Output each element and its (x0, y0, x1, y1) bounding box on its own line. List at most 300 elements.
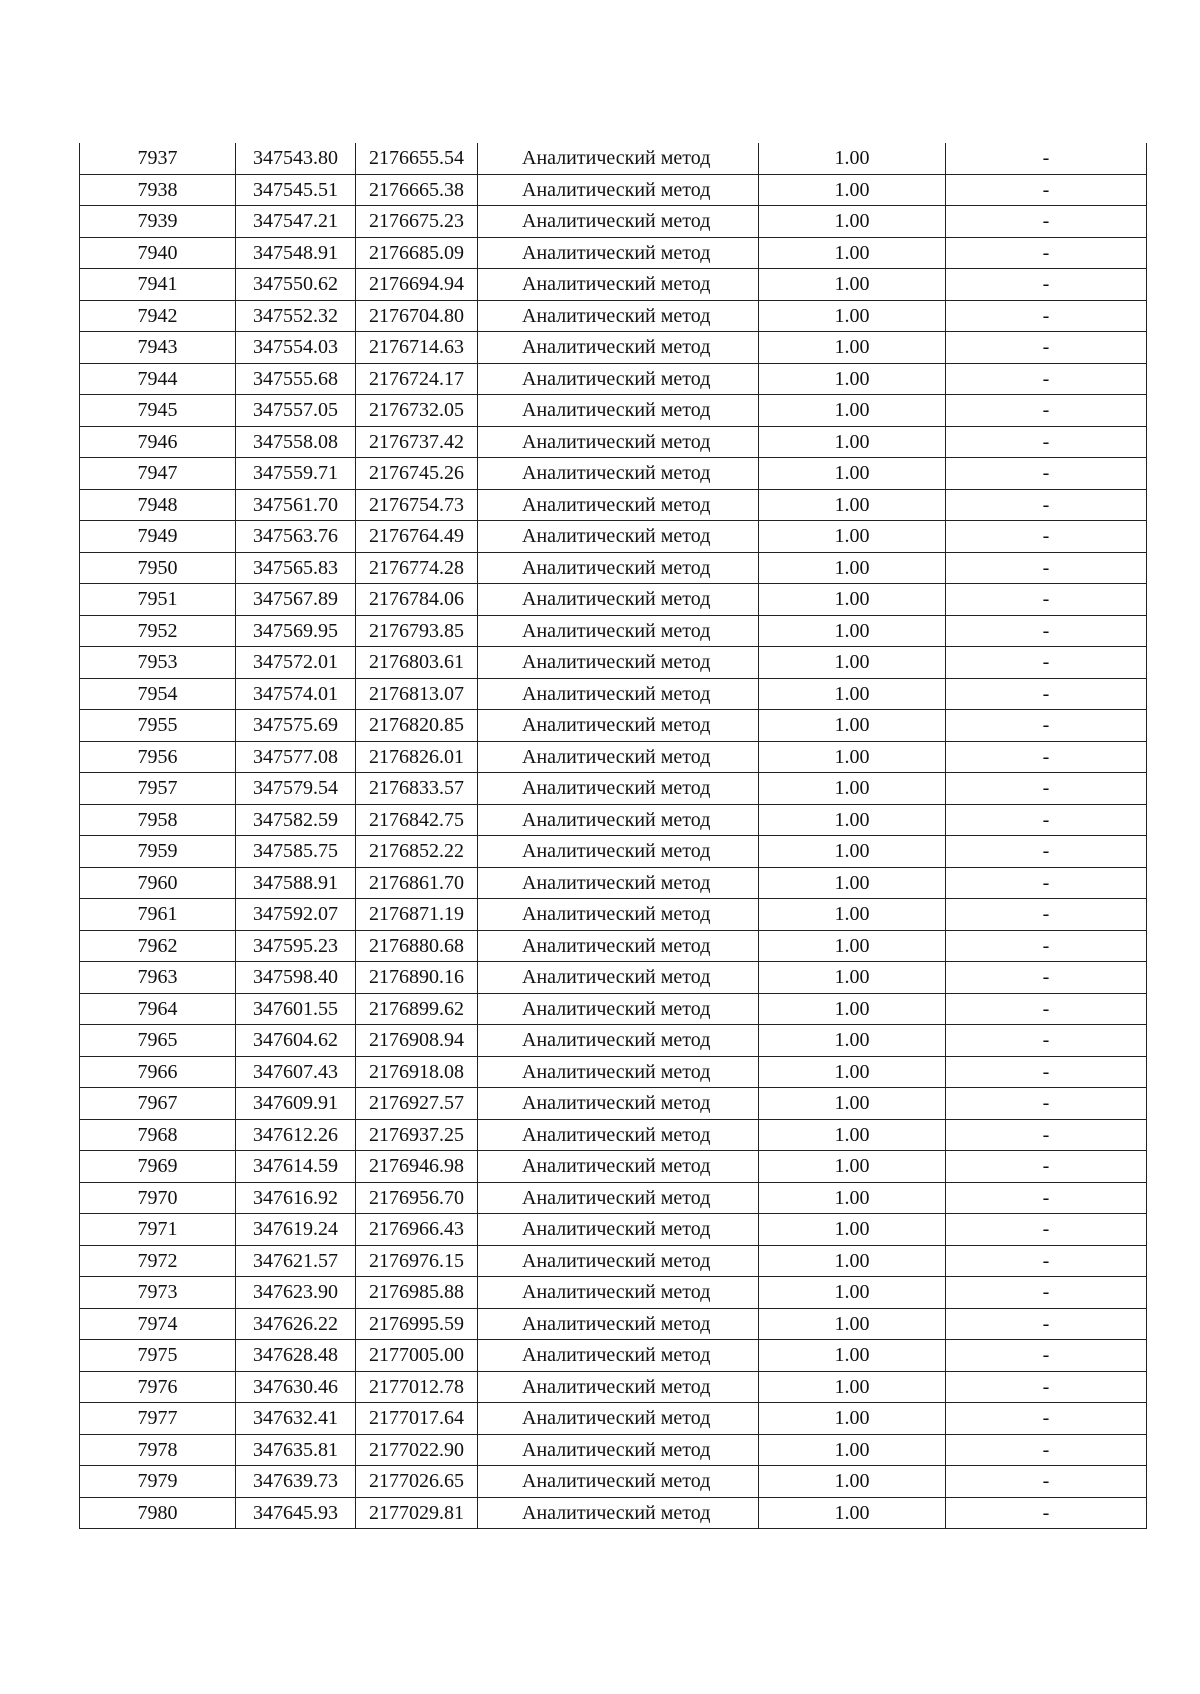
precision-cell: 1.00 (759, 1214, 946, 1246)
precision-cell: 1.00 (759, 426, 946, 458)
y-coordinate-cell: 2176675.23 (356, 206, 478, 238)
table-row (80, 1277, 1147, 1309)
note-cell: - (946, 395, 1147, 427)
x-coordinate-cell: 347567.89 (236, 584, 356, 616)
point-number-cell: 7943 (80, 332, 236, 364)
point-number-cell: 7979 (80, 1466, 236, 1498)
point-number-cell: 7965 (80, 1025, 236, 1057)
method-cell: Аналитический метод (478, 174, 759, 206)
note-cell: - (946, 300, 1147, 332)
note-cell: - (946, 804, 1147, 836)
y-coordinate-cell: 2176946.98 (356, 1151, 478, 1183)
table-row (80, 741, 1147, 773)
y-coordinate-cell: 2176655.54 (356, 143, 478, 174)
method-cell: Аналитический метод (478, 489, 759, 521)
x-coordinate-cell: 347572.01 (236, 647, 356, 679)
note-cell: - (946, 836, 1147, 868)
table-row (80, 489, 1147, 521)
method-cell: Аналитический метод (478, 741, 759, 773)
point-number-cell: 7941 (80, 269, 236, 301)
method-cell: Аналитический метод (478, 1119, 759, 1151)
point-number-cell: 7975 (80, 1340, 236, 1372)
precision-cell: 1.00 (759, 930, 946, 962)
note-cell: - (946, 584, 1147, 616)
y-coordinate-cell: 2176995.59 (356, 1308, 478, 1340)
y-coordinate-cell: 2176694.94 (356, 269, 478, 301)
table-row (80, 930, 1147, 962)
precision-cell: 1.00 (759, 710, 946, 742)
precision-cell: 1.00 (759, 1277, 946, 1309)
note-cell: - (946, 710, 1147, 742)
method-cell: Аналитический метод (478, 395, 759, 427)
point-number-cell: 7960 (80, 867, 236, 899)
method-cell: Аналитический метод (478, 552, 759, 584)
note-cell: - (946, 426, 1147, 458)
table-row (80, 1308, 1147, 1340)
precision-cell: 1.00 (759, 867, 946, 899)
table-row (80, 1403, 1147, 1435)
note-cell: - (946, 867, 1147, 899)
precision-cell: 1.00 (759, 1434, 946, 1466)
table-row (80, 899, 1147, 931)
table-row (80, 174, 1147, 206)
method-cell: Аналитический метод (478, 143, 759, 174)
method-cell: Аналитический метод (478, 363, 759, 395)
point-number-cell: 7976 (80, 1371, 236, 1403)
note-cell: - (946, 1119, 1147, 1151)
precision-cell: 1.00 (759, 1340, 946, 1372)
method-cell: Аналитический метод (478, 1308, 759, 1340)
method-cell: Аналитический метод (478, 1182, 759, 1214)
precision-cell: 1.00 (759, 615, 946, 647)
table-row (80, 206, 1147, 238)
note-cell: - (946, 237, 1147, 269)
point-number-cell: 7951 (80, 584, 236, 616)
precision-cell: 1.00 (759, 962, 946, 994)
y-coordinate-cell: 2176976.15 (356, 1245, 478, 1277)
point-number-cell: 7958 (80, 804, 236, 836)
method-cell: Аналитический метод (478, 1245, 759, 1277)
note-cell: - (946, 1403, 1147, 1435)
method-cell: Аналитический метод (478, 678, 759, 710)
method-cell: Аналитический метод (478, 458, 759, 490)
table-row (80, 773, 1147, 805)
note-cell: - (946, 458, 1147, 490)
precision-cell: 1.00 (759, 741, 946, 773)
x-coordinate-cell: 347609.91 (236, 1088, 356, 1120)
y-coordinate-cell: 2176803.61 (356, 647, 478, 679)
x-coordinate-cell: 347628.48 (236, 1340, 356, 1372)
table-row (80, 237, 1147, 269)
method-cell: Аналитический метод (478, 804, 759, 836)
precision-cell: 1.00 (759, 237, 946, 269)
table-row (80, 1119, 1147, 1151)
method-cell: Аналитический метод (478, 1497, 759, 1529)
x-coordinate-cell: 347574.01 (236, 678, 356, 710)
point-number-cell: 7980 (80, 1497, 236, 1529)
point-number-cell: 7970 (80, 1182, 236, 1214)
table-row (80, 363, 1147, 395)
point-number-cell: 7961 (80, 899, 236, 931)
table-row (80, 678, 1147, 710)
precision-cell: 1.00 (759, 1056, 946, 1088)
y-coordinate-cell: 2176732.05 (356, 395, 478, 427)
y-coordinate-cell: 2176774.28 (356, 552, 478, 584)
method-cell: Аналитический метод (478, 1434, 759, 1466)
x-coordinate-cell: 347601.55 (236, 993, 356, 1025)
table-row (80, 332, 1147, 364)
note-cell: - (946, 1088, 1147, 1120)
note-cell: - (946, 773, 1147, 805)
table-row (80, 1466, 1147, 1498)
x-coordinate-cell: 347604.62 (236, 1025, 356, 1057)
y-coordinate-cell: 2176737.42 (356, 426, 478, 458)
table-row (80, 615, 1147, 647)
x-coordinate-cell: 347547.21 (236, 206, 356, 238)
precision-cell: 1.00 (759, 1151, 946, 1183)
x-coordinate-cell: 347598.40 (236, 962, 356, 994)
table-row (80, 962, 1147, 994)
method-cell: Аналитический метод (478, 426, 759, 458)
point-number-cell: 7964 (80, 993, 236, 1025)
note-cell: - (946, 206, 1147, 238)
table-row (80, 1340, 1147, 1372)
y-coordinate-cell: 2176793.85 (356, 615, 478, 647)
precision-cell: 1.00 (759, 584, 946, 616)
method-cell: Аналитический метод (478, 1056, 759, 1088)
y-coordinate-cell: 2176985.88 (356, 1277, 478, 1309)
y-coordinate-cell: 2176833.57 (356, 773, 478, 805)
y-coordinate-cell: 2177026.65 (356, 1466, 478, 1498)
y-coordinate-cell: 2176918.08 (356, 1056, 478, 1088)
point-number-cell: 7949 (80, 521, 236, 553)
method-cell: Аналитический метод (478, 962, 759, 994)
point-number-cell: 7959 (80, 836, 236, 868)
method-cell: Аналитический метод (478, 1371, 759, 1403)
table-row (80, 1245, 1147, 1277)
precision-cell: 1.00 (759, 1371, 946, 1403)
table-row (80, 143, 1147, 174)
y-coordinate-cell: 2176685.09 (356, 237, 478, 269)
y-coordinate-cell: 2176665.38 (356, 174, 478, 206)
x-coordinate-cell: 347592.07 (236, 899, 356, 931)
point-number-cell: 7977 (80, 1403, 236, 1435)
precision-cell: 1.00 (759, 1497, 946, 1529)
table-row (80, 1182, 1147, 1214)
y-coordinate-cell: 2176908.94 (356, 1025, 478, 1057)
precision-cell: 1.00 (759, 647, 946, 679)
table-row (80, 1088, 1147, 1120)
method-cell: Аналитический метод (478, 1277, 759, 1309)
point-number-cell: 7953 (80, 647, 236, 679)
x-coordinate-cell: 347559.71 (236, 458, 356, 490)
precision-cell: 1.00 (759, 521, 946, 553)
x-coordinate-cell: 347582.59 (236, 804, 356, 836)
y-coordinate-cell: 2176956.70 (356, 1182, 478, 1214)
y-coordinate-cell: 2176784.06 (356, 584, 478, 616)
point-number-cell: 7978 (80, 1434, 236, 1466)
x-coordinate-cell: 347548.91 (236, 237, 356, 269)
note-cell: - (946, 1340, 1147, 1372)
table-row (80, 804, 1147, 836)
precision-cell: 1.00 (759, 300, 946, 332)
y-coordinate-cell: 2177022.90 (356, 1434, 478, 1466)
note-cell: - (946, 647, 1147, 679)
point-number-cell: 7948 (80, 489, 236, 521)
precision-cell: 1.00 (759, 489, 946, 521)
precision-cell: 1.00 (759, 836, 946, 868)
point-number-cell: 7946 (80, 426, 236, 458)
precision-cell: 1.00 (759, 1088, 946, 1120)
method-cell: Аналитический метод (478, 773, 759, 805)
y-coordinate-cell: 2176704.80 (356, 300, 478, 332)
method-cell: Аналитический метод (478, 300, 759, 332)
point-number-cell: 7944 (80, 363, 236, 395)
point-number-cell: 7967 (80, 1088, 236, 1120)
table-row (80, 1434, 1147, 1466)
precision-cell: 1.00 (759, 269, 946, 301)
x-coordinate-cell: 347557.05 (236, 395, 356, 427)
method-cell: Аналитический метод (478, 710, 759, 742)
table-row (80, 647, 1147, 679)
precision-cell: 1.00 (759, 804, 946, 836)
method-cell: Аналитический метод (478, 584, 759, 616)
note-cell: - (946, 1497, 1147, 1529)
y-coordinate-cell: 2177017.64 (356, 1403, 478, 1435)
point-number-cell: 7963 (80, 962, 236, 994)
x-coordinate-cell: 347630.46 (236, 1371, 356, 1403)
table-row (80, 993, 1147, 1025)
x-coordinate-cell: 347635.81 (236, 1434, 356, 1466)
y-coordinate-cell: 2176745.26 (356, 458, 478, 490)
x-coordinate-cell: 347639.73 (236, 1466, 356, 1498)
x-coordinate-cell: 347543.80 (236, 143, 356, 174)
x-coordinate-cell: 347619.24 (236, 1214, 356, 1246)
point-number-cell: 7974 (80, 1308, 236, 1340)
note-cell: - (946, 269, 1147, 301)
precision-cell: 1.00 (759, 678, 946, 710)
point-number-cell: 7972 (80, 1245, 236, 1277)
method-cell: Аналитический метод (478, 1088, 759, 1120)
method-cell: Аналитический метод (478, 332, 759, 364)
note-cell: - (946, 1466, 1147, 1498)
note-cell: - (946, 552, 1147, 584)
coordinates-table-body (80, 143, 1147, 1529)
table-row (80, 1056, 1147, 1088)
note-cell: - (946, 930, 1147, 962)
precision-cell: 1.00 (759, 458, 946, 490)
table-row (80, 395, 1147, 427)
note-cell: - (946, 678, 1147, 710)
x-coordinate-cell: 347621.57 (236, 1245, 356, 1277)
precision-cell: 1.00 (759, 143, 946, 174)
precision-cell: 1.00 (759, 993, 946, 1025)
point-number-cell: 7938 (80, 174, 236, 206)
note-cell: - (946, 1025, 1147, 1057)
note-cell: - (946, 174, 1147, 206)
table-row (80, 426, 1147, 458)
method-cell: Аналитический метод (478, 899, 759, 931)
x-coordinate-cell: 347588.91 (236, 867, 356, 899)
precision-cell: 1.00 (759, 1403, 946, 1435)
y-coordinate-cell: 2176927.57 (356, 1088, 478, 1120)
precision-cell: 1.00 (759, 332, 946, 364)
point-number-cell: 7962 (80, 930, 236, 962)
x-coordinate-cell: 347575.69 (236, 710, 356, 742)
note-cell: - (946, 521, 1147, 553)
precision-cell: 1.00 (759, 174, 946, 206)
method-cell: Аналитический метод (478, 1403, 759, 1435)
method-cell: Аналитический метод (478, 269, 759, 301)
note-cell: - (946, 1056, 1147, 1088)
x-coordinate-cell: 347585.75 (236, 836, 356, 868)
x-coordinate-cell: 347645.93 (236, 1497, 356, 1529)
x-coordinate-cell: 347552.32 (236, 300, 356, 332)
method-cell: Аналитический метод (478, 993, 759, 1025)
note-cell: - (946, 1245, 1147, 1277)
y-coordinate-cell: 2176813.07 (356, 678, 478, 710)
note-cell: - (946, 993, 1147, 1025)
x-coordinate-cell: 347632.41 (236, 1403, 356, 1435)
coordinates-table (79, 143, 1147, 1529)
x-coordinate-cell: 347579.54 (236, 773, 356, 805)
y-coordinate-cell: 2176880.68 (356, 930, 478, 962)
y-coordinate-cell: 2176724.17 (356, 363, 478, 395)
x-coordinate-cell: 347565.83 (236, 552, 356, 584)
y-coordinate-cell: 2177012.78 (356, 1371, 478, 1403)
x-coordinate-cell: 347607.43 (236, 1056, 356, 1088)
y-coordinate-cell: 2176826.01 (356, 741, 478, 773)
note-cell: - (946, 741, 1147, 773)
precision-cell: 1.00 (759, 206, 946, 238)
method-cell: Аналитический метод (478, 836, 759, 868)
point-number-cell: 7952 (80, 615, 236, 647)
note-cell: - (946, 489, 1147, 521)
y-coordinate-cell: 2176852.22 (356, 836, 478, 868)
method-cell: Аналитический метод (478, 521, 759, 553)
table-row (80, 552, 1147, 584)
note-cell: - (946, 1277, 1147, 1309)
method-cell: Аналитический метод (478, 867, 759, 899)
precision-cell: 1.00 (759, 395, 946, 427)
method-cell: Аналитический метод (478, 1466, 759, 1498)
point-number-cell: 7940 (80, 237, 236, 269)
table-row (80, 1151, 1147, 1183)
note-cell: - (946, 1371, 1147, 1403)
table-row (80, 1025, 1147, 1057)
y-coordinate-cell: 2176842.75 (356, 804, 478, 836)
note-cell: - (946, 899, 1147, 931)
x-coordinate-cell: 347614.59 (236, 1151, 356, 1183)
precision-cell: 1.00 (759, 1308, 946, 1340)
point-number-cell: 7954 (80, 678, 236, 710)
precision-cell: 1.00 (759, 363, 946, 395)
x-coordinate-cell: 347563.76 (236, 521, 356, 553)
point-number-cell: 7957 (80, 773, 236, 805)
precision-cell: 1.00 (759, 1466, 946, 1498)
precision-cell: 1.00 (759, 899, 946, 931)
point-number-cell: 7955 (80, 710, 236, 742)
table-row (80, 710, 1147, 742)
y-coordinate-cell: 2176966.43 (356, 1214, 478, 1246)
x-coordinate-cell: 347550.62 (236, 269, 356, 301)
table-row (80, 521, 1147, 553)
point-number-cell: 7937 (80, 143, 236, 174)
y-coordinate-cell: 2176899.62 (356, 993, 478, 1025)
table-row (80, 1497, 1147, 1529)
y-coordinate-cell: 2176754.73 (356, 489, 478, 521)
x-coordinate-cell: 347558.08 (236, 426, 356, 458)
x-coordinate-cell: 347623.90 (236, 1277, 356, 1309)
table-row (80, 584, 1147, 616)
note-cell: - (946, 1308, 1147, 1340)
point-number-cell: 7956 (80, 741, 236, 773)
table-row (80, 269, 1147, 301)
note-cell: - (946, 363, 1147, 395)
point-number-cell: 7971 (80, 1214, 236, 1246)
table-row (80, 867, 1147, 899)
point-number-cell: 7973 (80, 1277, 236, 1309)
precision-cell: 1.00 (759, 1025, 946, 1057)
method-cell: Аналитический метод (478, 1151, 759, 1183)
note-cell: - (946, 332, 1147, 364)
point-number-cell: 7947 (80, 458, 236, 490)
note-cell: - (946, 1182, 1147, 1214)
point-number-cell: 7939 (80, 206, 236, 238)
note-cell: - (946, 615, 1147, 647)
x-coordinate-cell: 347595.23 (236, 930, 356, 962)
x-coordinate-cell: 347616.92 (236, 1182, 356, 1214)
point-number-cell: 7950 (80, 552, 236, 584)
precision-cell: 1.00 (759, 1119, 946, 1151)
method-cell: Аналитический метод (478, 1214, 759, 1246)
y-coordinate-cell: 2176714.63 (356, 332, 478, 364)
precision-cell: 1.00 (759, 552, 946, 584)
table-row (80, 1214, 1147, 1246)
y-coordinate-cell: 2176937.25 (356, 1119, 478, 1151)
method-cell: Аналитический метод (478, 1340, 759, 1372)
y-coordinate-cell: 2176871.19 (356, 899, 478, 931)
method-cell: Аналитический метод (478, 615, 759, 647)
precision-cell: 1.00 (759, 1182, 946, 1214)
y-coordinate-cell: 2176890.16 (356, 962, 478, 994)
x-coordinate-cell: 347626.22 (236, 1308, 356, 1340)
point-number-cell: 7969 (80, 1151, 236, 1183)
table-row (80, 300, 1147, 332)
method-cell: Аналитический метод (478, 1025, 759, 1057)
y-coordinate-cell: 2177029.81 (356, 1497, 478, 1529)
precision-cell: 1.00 (759, 1245, 946, 1277)
note-cell: - (946, 1151, 1147, 1183)
x-coordinate-cell: 347554.03 (236, 332, 356, 364)
method-cell: Аналитический метод (478, 237, 759, 269)
y-coordinate-cell: 2176861.70 (356, 867, 478, 899)
x-coordinate-cell: 347561.70 (236, 489, 356, 521)
method-cell: Аналитический метод (478, 206, 759, 238)
note-cell: - (946, 962, 1147, 994)
note-cell: - (946, 1214, 1147, 1246)
table-row (80, 458, 1147, 490)
method-cell: Аналитический метод (478, 647, 759, 679)
note-cell: - (946, 143, 1147, 174)
point-number-cell: 7966 (80, 1056, 236, 1088)
point-number-cell: 7942 (80, 300, 236, 332)
y-coordinate-cell: 2177005.00 (356, 1340, 478, 1372)
y-coordinate-cell: 2176764.49 (356, 521, 478, 553)
x-coordinate-cell: 347545.51 (236, 174, 356, 206)
table-row (80, 836, 1147, 868)
x-coordinate-cell: 347569.95 (236, 615, 356, 647)
